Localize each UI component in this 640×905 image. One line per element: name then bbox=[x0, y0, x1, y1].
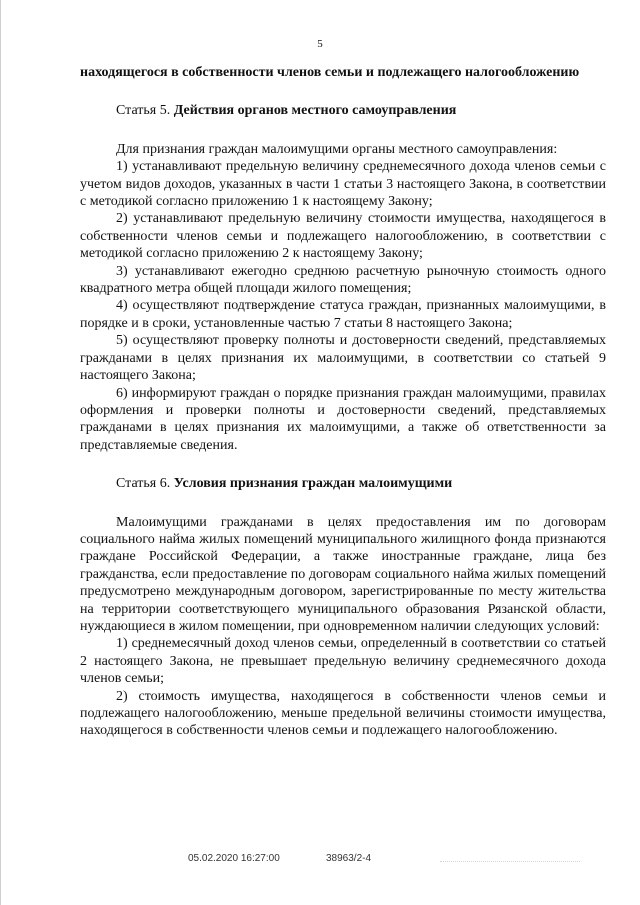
document-body bbox=[80, 64, 606, 740]
scan-edge bbox=[0, 0, 1, 905]
article-6-title: Условия признания граждан малоимущими bbox=[173, 476, 453, 492]
article-5-item-3: 3) устанавливают ежегодно среднюю расчетную рыночную стоимость одного квадратного метра общей площади жилого помещения; bbox=[80, 263, 606, 297]
faint-scan-mark bbox=[440, 853, 580, 862]
faint-scan-mark bbox=[92, 855, 110, 865]
article-6-item-1: 1) среднемесячный доход членов семьи, определенный в соответствии со статьей 2 настоящего Закона, не превышает предельную величину среднемесячного дохода членов семьи; bbox=[80, 636, 606, 687]
page-number: 5 bbox=[317, 38, 323, 50]
article-5-prefix: Статья 5. bbox=[116, 103, 171, 119]
article-5-item-1: 1) устанавливают предельную величину среднемесячного дохода членов семьи с учетом видов доходов, указанных в части 1 статьи 3 настоящего Закона, в соответствии с методикой согласно приложению 1 к настоящему Закону; bbox=[80, 159, 606, 210]
article-6-item-2: 2) стоимость имущества, находящегося в собственности членов семьи и подлежащего налогообложению, меньше предельной величины стоимости имущества, находящегося в собственности членов семьи и подлежащего налогообложению. bbox=[80, 688, 606, 739]
article-6-heading bbox=[80, 475, 606, 492]
continuation-text: находящегося в собственности членов семьи и подлежащего налогообложению bbox=[80, 65, 580, 80]
article-5-title: Действия органов местного самоуправления bbox=[173, 103, 457, 119]
article-5-item-4: 4) осуществляют подтверждение статуса граждан, признанных малоимущими, в порядке и в сроки, установленные частью 7 статьи 8 настоящего Закона; bbox=[80, 298, 606, 331]
article-6-lead: Малоимущими гражданами в целях предоставления им по договорам социального найма жилых помещений муниципального жилищного фонда признаются граждане Российской Федерации, а также иностранные граждане, лица без гражданства, если предоставление по договорам социального найма жилых помещений предусмотрено международным договором, зарегистрированные по месту жительства на территории соответствующего муниципального образования Рязанской области, нуждающиеся в жилом помещении, при одновременном наличии следующих условий: bbox=[80, 514, 606, 634]
article-5-item-6: 6) информируют граждан о порядке признания граждан малоимущими, правилах оформления и проверки полноты и достоверности сведений, представляемых гражданами в целях признания их малоимущими, а также об ответственности за представляемые сведения. bbox=[80, 385, 606, 453]
footer-datetime: 05.02.2020 16:27:00 bbox=[188, 853, 280, 864]
article-5-heading bbox=[80, 102, 606, 119]
footer-doc-number: 38963/2-4 bbox=[326, 853, 372, 864]
article-5-lead: Для признания граждан малоимущими органы местного самоуправления: bbox=[116, 141, 558, 157]
article-6-prefix: Статья 6. bbox=[116, 476, 171, 492]
article-5-item-2: 2) устанавливают предельную величину стоимости имущества, находящегося в собственности членов семьи и подлежащего налогообложению, в соответствии с методикой согласно приложению 2 к настоящему Закону; bbox=[80, 211, 606, 262]
article-5-item-5: 5) осуществляют проверку полноты и достоверности сведений, представляемых гражданами в целях признания их малоимущими, в соответствии со статьей 9 настоящего Закона; bbox=[80, 333, 606, 384]
